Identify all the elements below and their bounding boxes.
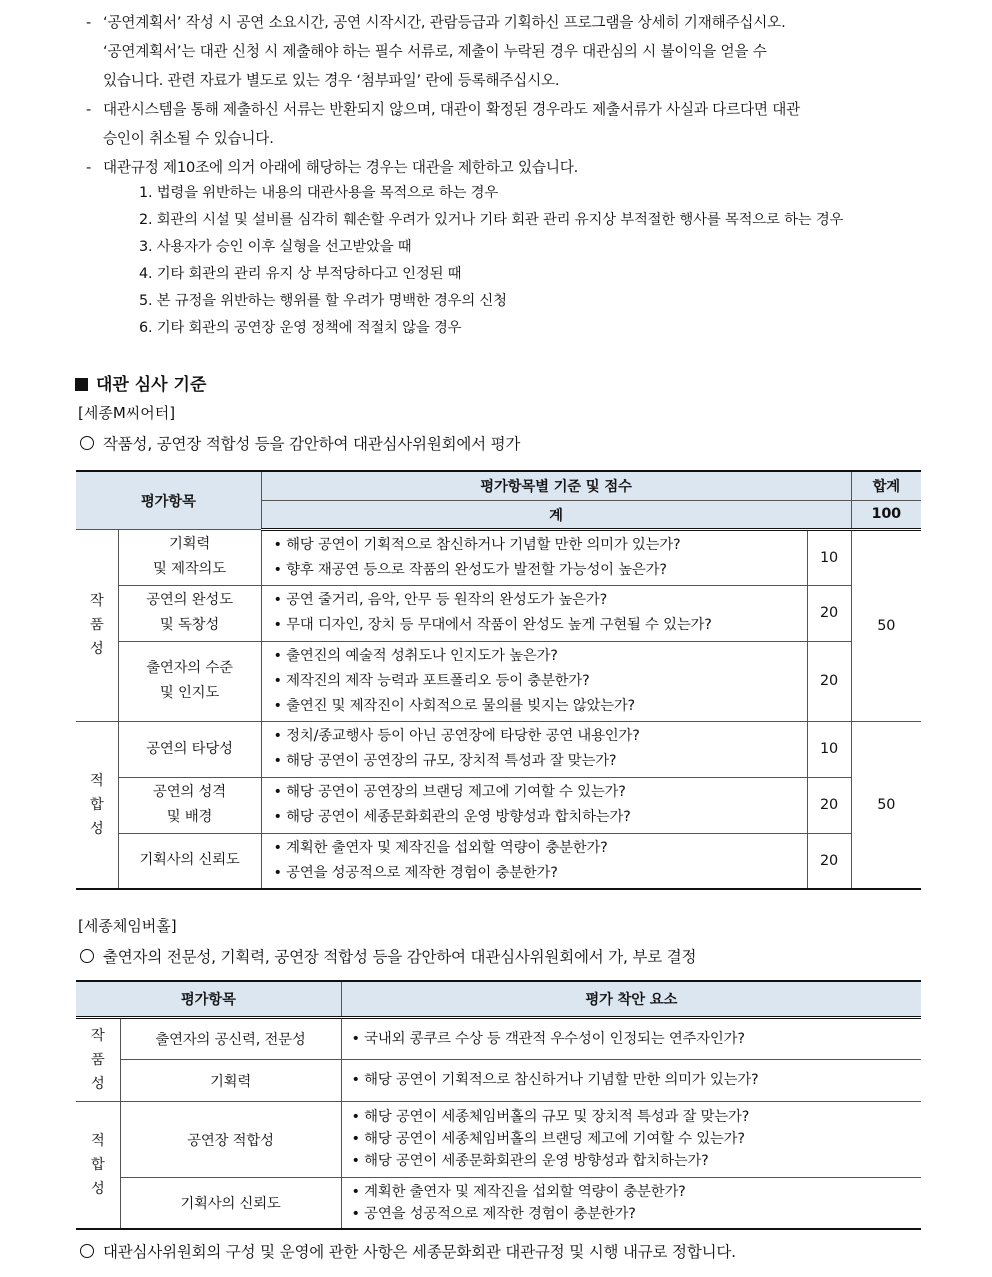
chamber-hall-label: [세종체임버홀] (78, 917, 177, 935)
category-cell: 적 합 성 (76, 1101, 120, 1229)
rule-item: 3. 사용자가 승인 이후 실형을 선고받았을 때 (139, 239, 412, 255)
item-name: 기획사의 신뢰도 (118, 833, 261, 889)
circle-bullet-icon (80, 436, 94, 450)
notice-item: - 대관시스템을 통해 제출하신 서류는 반환되지 않으며, 대관이 확정된 경우라도 제출서류가 사실과 다르다면 대관 승인이 취소될 수 있습니다. (86, 101, 800, 147)
item-name: 공연의 성격 및 배경 (118, 777, 261, 833)
rule-item: 5. 본 규정을 위반하는 행위를 할 우려가 명백한 경우의 신청 (139, 293, 507, 309)
header-total-value: 100 (851, 500, 921, 529)
section-title: 대관 심사 기준 (75, 370, 206, 395)
criteria-cell: • 해당 공연이 공연장의 브랜딩 제고에 기여할 수 있는가? • 해당 공연이 세종문화회관의 운영 방향성과 합치하는가? (261, 777, 807, 833)
criteria-cell: • 계획한 출연자 및 제작진을 섭외할 역량이 충분한가? • 공연을 성공적으로 제작한 경험이 충분한가? (341, 1177, 921, 1229)
header-criteria: 평가항목별 기준 및 점수 (261, 471, 851, 500)
criteria-cell: • 해당 공연이 세종체임버홀의 규모 및 장치적 특성과 잘 맞는가? • 해당 공연이 세종체임버홀의 브랜딩 제고에 기여할 수 있는가? • 해당 공연이 세종문화회관의 운영 방향성과 합치하는가? (341, 1101, 921, 1177)
score-cell: 10 (807, 529, 851, 585)
criteria-cell: • 정치/종교행사 등이 아닌 공연장에 타당한 공연 내용인가? • 해당 공연이 공연장의 규모, 장치적 특성과 잘 맞는가? (261, 721, 807, 777)
chamber-hall-intro: 출연자의 전문성, 기획력, 공연장 적합성 등을 감안하여 대관심사위원회에서 가, 부로 결정 (80, 945, 696, 967)
m-theater-label: [세종M씨어터] (78, 404, 176, 422)
category-cell: 작 품 성 (76, 529, 118, 721)
item-name: 기획사의 신뢰도 (120, 1177, 341, 1229)
m-theater-criteria-table (76, 470, 921, 890)
header-item: 평가항목 (76, 471, 261, 529)
chamber-hall-criteria-table (76, 980, 921, 1230)
criteria-cell: • 국내외 콩쿠르 수상 등 객관적 우수성이 인정되는 연주자인가? (341, 1017, 921, 1059)
criteria-cell: • 출연진의 예술적 성취도나 인지도가 높은가? • 제작진의 제작 능력과 포트폴리오 등이 충분한가? • 출연진 및 제작진이 사회적으로 물의를 빚지는 않았는가? (261, 641, 807, 721)
item-name: 출연자의 공신력, 전문성 (120, 1017, 341, 1059)
rule-item: 1. 법령을 위반하는 내용의 대관사용을 목적으로 하는 경우 (139, 185, 499, 201)
category-cell: 적 합 성 (76, 721, 118, 889)
header-sum: 합계 (851, 471, 921, 500)
rule-item: 4. 기타 회관의 관리 유지 상 부적당하다고 인정된 때 (139, 266, 462, 282)
m-theater-intro: 작품성, 공연장 적합성 등을 감안하여 대관심사위원회에서 평가 (80, 432, 520, 454)
circle-bullet-icon (80, 949, 94, 963)
category-cell: 작 품 성 (76, 1017, 120, 1101)
rule-item: 6. 기타 회관의 공연장 운영 정책에 적절치 않을 경우 (139, 320, 462, 336)
criteria-cell: • 해당 공연이 기획적으로 참신하거나 기념할 만한 의미가 있는가? • 향후 재공연 등으로 작품의 완성도가 발전할 가능성이 높은가? (261, 529, 807, 585)
item-name: 출연자의 수준 및 인지도 (118, 641, 261, 721)
square-bullet-icon (75, 378, 88, 391)
criteria-cell: • 계획한 출연자 및 제작진을 섭외할 역량이 충분한가? • 공연을 성공적으로 제작한 경험이 충분한가? (261, 833, 807, 889)
subtotal-cell: 50 (851, 529, 921, 721)
notice-item: - 대관규정 제10조에 의거 아래에 해당하는 경우는 대관을 제한하고 있습니다. (86, 159, 579, 176)
header-item: 평가항목 (76, 981, 341, 1017)
score-cell: 20 (807, 833, 851, 889)
item-name: 공연장 적합성 (120, 1101, 341, 1177)
criteria-cell: • 해당 공연이 기획적으로 참신하거나 기념할 만한 의미가 있는가? (341, 1059, 921, 1101)
header-total-label: 계 (261, 500, 851, 529)
item-name: 기획력 및 제작의도 (118, 529, 261, 585)
footer-note: 대관심사위원회의 구성 및 운영에 관한 사항은 세종문화회관 대관규정 및 시행 내규로 정합니다. (80, 1240, 736, 1262)
header-criteria: 평가 착안 요소 (341, 981, 921, 1017)
item-name: 공연의 타당성 (118, 721, 261, 777)
subtotal-cell: 50 (851, 721, 921, 889)
score-cell: 20 (807, 585, 851, 641)
notice-list (86, 8, 916, 182)
score-cell: 20 (807, 641, 851, 721)
restriction-rules (139, 180, 843, 342)
item-name: 공연의 완성도 및 독창성 (118, 585, 261, 641)
score-cell: 10 (807, 721, 851, 777)
notice-item: - ‘공연계획서’ 작성 시 공연 소요시간, 공연 시작시간, 관람등급과 기획하신 프로그램을 상세히 기재해주십시오. ‘공연계획서’는 대관 신청 시 제출해야 하는 필수 서류로, 제출이 누락된 경우 대관심의 시 불이익을 얻을 수 있습니다. 관련 자료가 별도로 있는 경우 ‘첨부파일’ 란에 등록해주십시오. (86, 14, 786, 89)
circle-bullet-icon (80, 1244, 94, 1258)
criteria-cell: • 공연 줄거리, 음악, 안무 등 원작의 완성도가 높은가? • 무대 디자인, 장치 등 무대에서 작품이 완성도 높게 구현될 수 있는가? (261, 585, 807, 641)
rule-item: 2. 회관의 시설 및 설비를 심각히 훼손할 우려가 있거나 기타 회관 관리 유지상 부적절한 행사를 목적으로 하는 경우 (139, 212, 844, 228)
score-cell: 20 (807, 777, 851, 833)
item-name: 기획력 (120, 1059, 341, 1101)
